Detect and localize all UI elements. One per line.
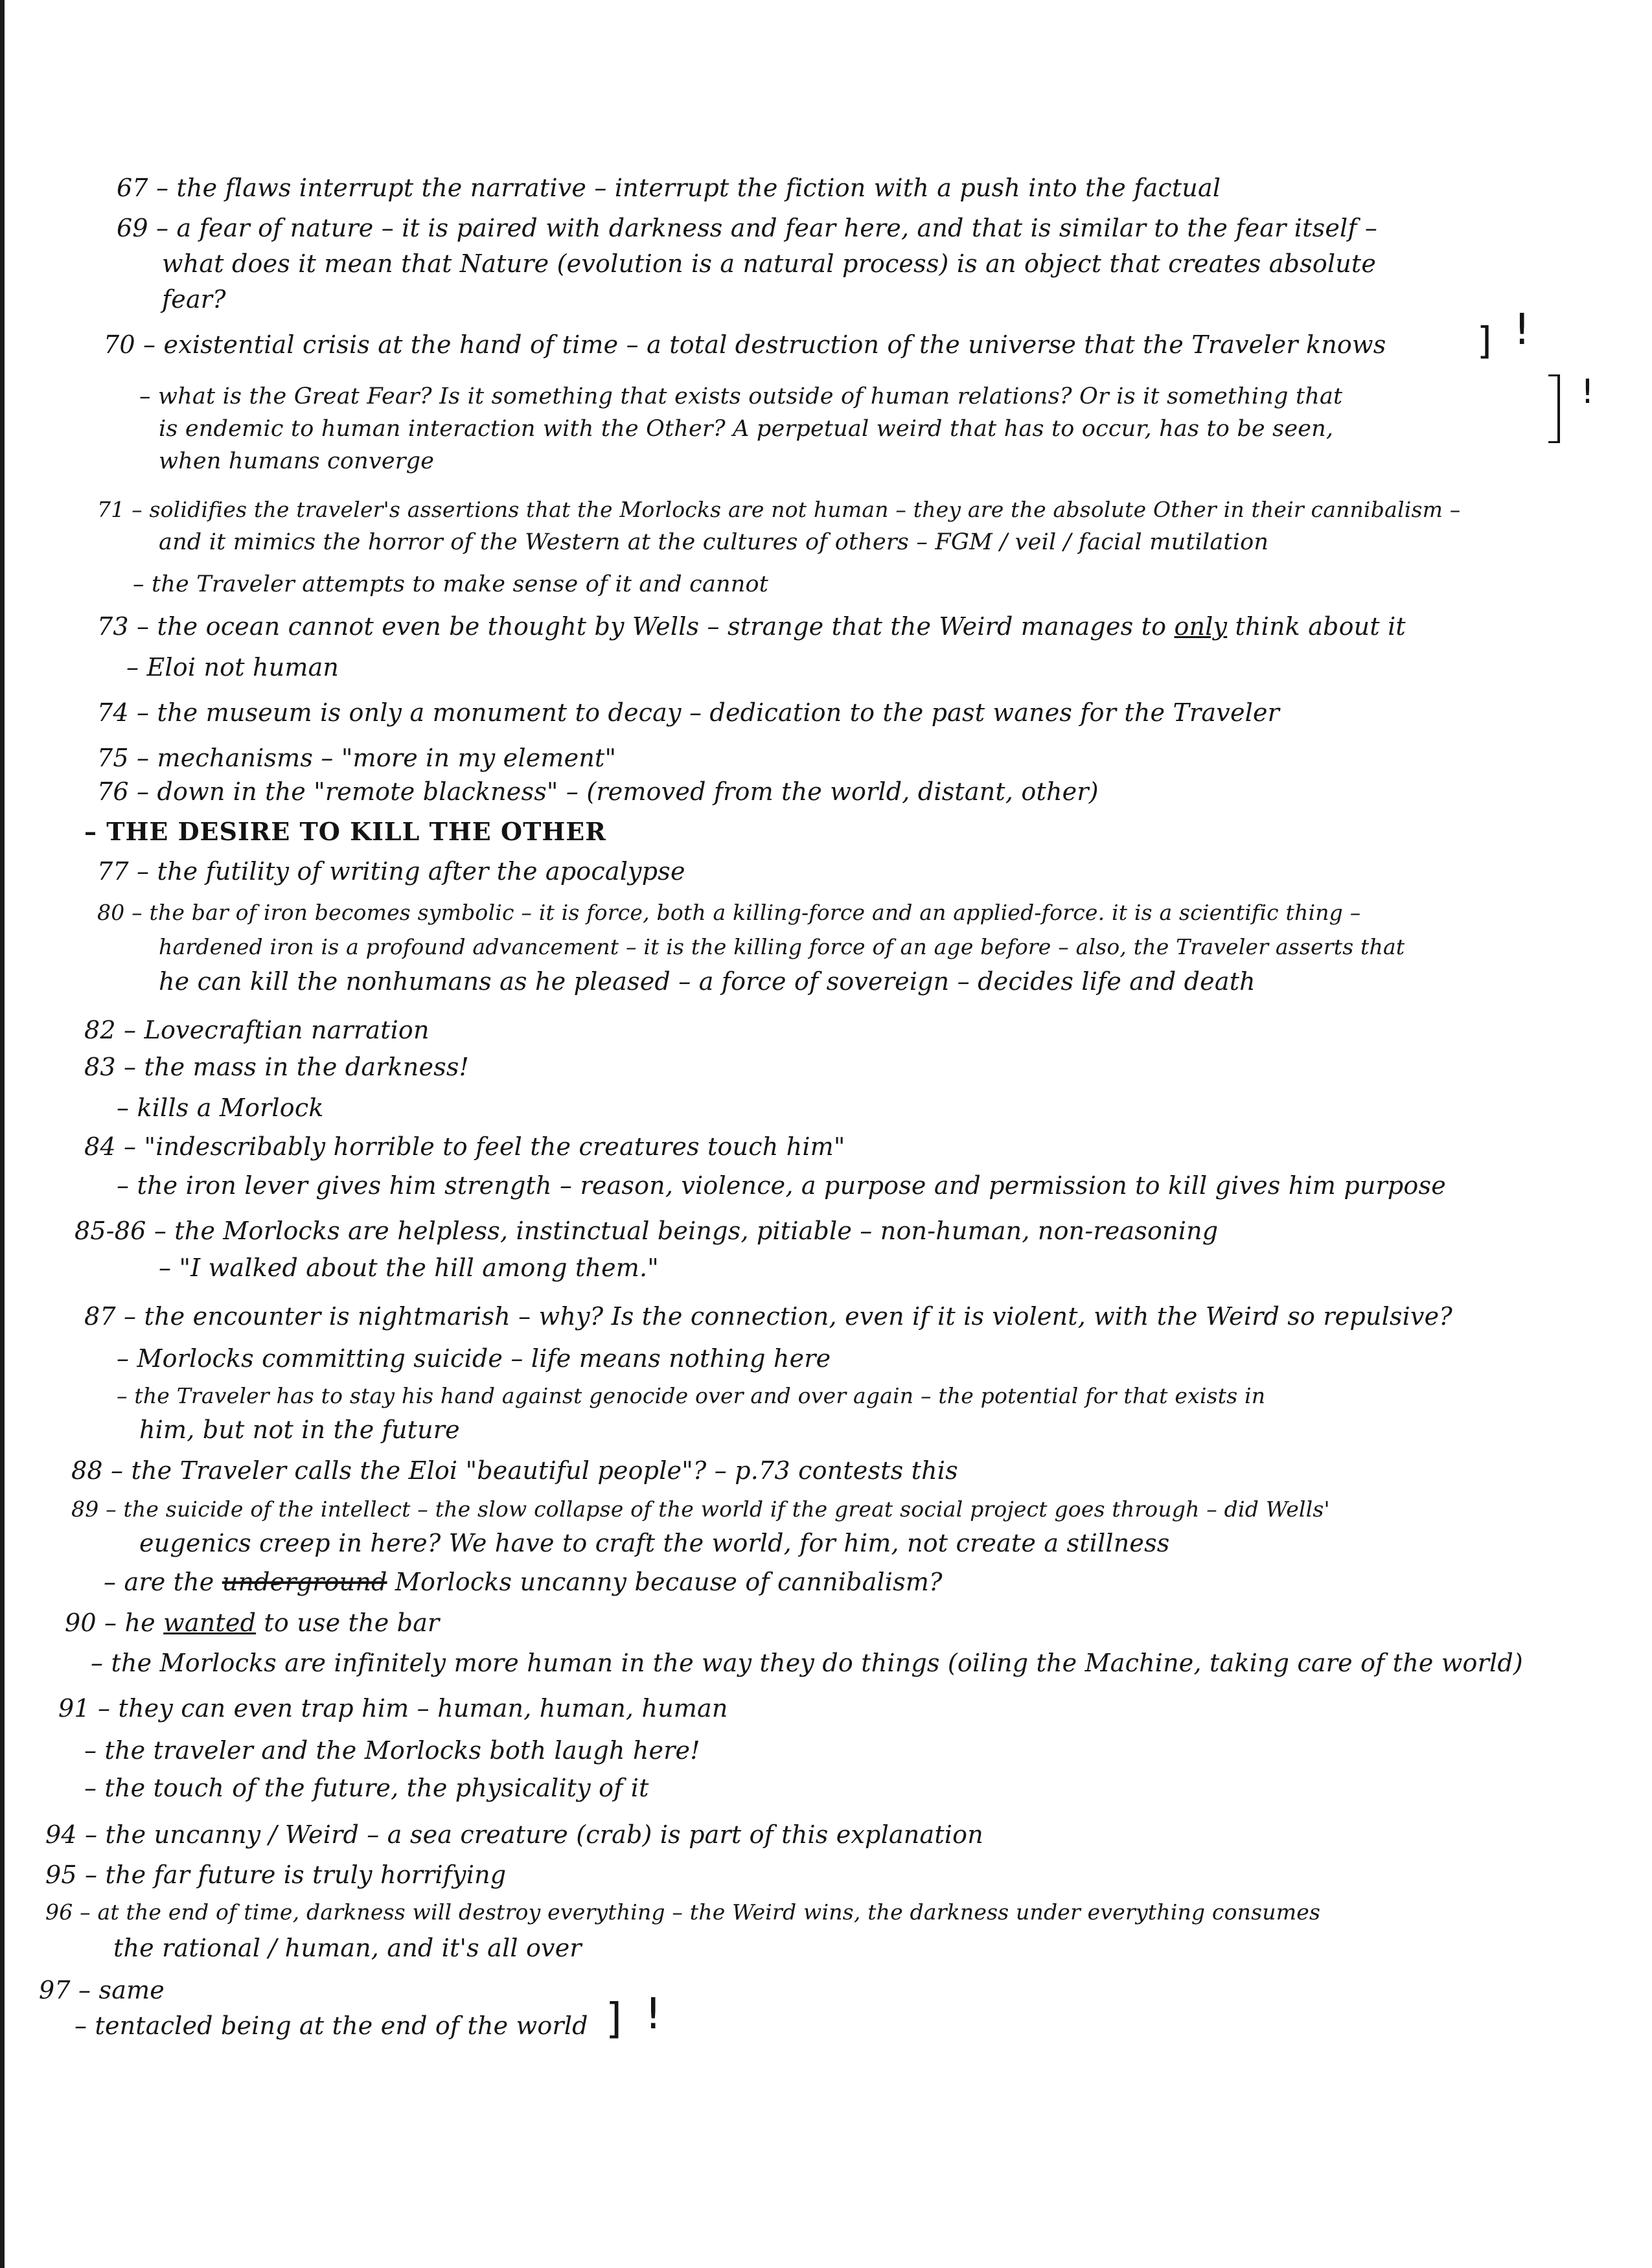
- note-line-87-sub2-cont: him, but not in the future: [139, 1415, 460, 1444]
- note-line-73-end: think about it: [1235, 612, 1406, 641]
- note-line-73: [97, 612, 1406, 641]
- note-line-88: 88 – the Traveler calls the Eloi "beautiful people"? – p.73 contests this: [71, 1456, 958, 1485]
- note-line-85-86-sub: – "I walked about the hill among them.": [159, 1254, 659, 1282]
- underlined-word-wanted: wanted: [163, 1609, 257, 1637]
- note-line-74: 74 – the museum is only a monument to decay – dedication to the past wanes for the Traveler: [97, 698, 1280, 727]
- note-line-89-cont: eugenics creep in here? We have to craft the world, for him, not create a stillness: [139, 1529, 1170, 1557]
- note-line-71-sub: – the Traveler attempts to make sense of it and cannot: [133, 571, 769, 597]
- note-line-97-sub: – tentacled being at the end of the world: [75, 2011, 588, 2040]
- note-line-69-cont: what does it mean that Nature (evolution is a natural process) is an object that creates absolute: [162, 249, 1377, 278]
- note-line-97: 97 – same: [39, 1976, 165, 2004]
- note-line-90: [65, 1609, 439, 1637]
- note-line-91: 91 – they can even trap him – human, human, human: [58, 1694, 728, 1723]
- note-line-91-sub1: – the traveler and the Morlocks both laugh here!: [84, 1736, 700, 1765]
- note-line-89-sub: [104, 1568, 943, 1596]
- note-line-76: 76 – down in the "remote blackness" – (removed from the world, distant, other): [97, 777, 1099, 806]
- note-line-94: 94 – the uncanny / Weird – a sea creature (crab) is part of this explanation: [45, 1820, 983, 1849]
- note-line-89-sub-end: Morlocks uncanny because of cannibalism?: [395, 1568, 943, 1596]
- note-line-85-86: 85-86 – the Morlocks are helpless, instinctual beings, pitiable – non-human, non-reasoning: [75, 1217, 1219, 1245]
- note-line-95: 95 – the far future is truly horrifying: [45, 1861, 507, 1889]
- note-line-desire-to-kill: – THE DESIRE TO KILL THE OTHER: [84, 817, 606, 846]
- note-line-77: 77 – the futility of writing after the apocalypse: [97, 857, 685, 886]
- close-bracket-mark: ]: [606, 1995, 622, 2043]
- note-line-73-start: 73 – the ocean cannot even be thought by Wells – strange that the Weird manages to: [97, 612, 1167, 641]
- note-line-87: 87 – the encounter is nightmarish – why? Is the connection, even if it is violent, with the Weird so repulsive?: [84, 1302, 1452, 1331]
- page-edge-shadow: [0, 0, 5, 2268]
- note-line-70-sub-cont2: when humans converge: [159, 448, 435, 474]
- note-line-71: 71 – solidifies the traveler's assertions that the Morlocks are not human – they are the absolute Other in their cannibalism –: [97, 497, 1461, 522]
- close-bracket-mark: ]: [1477, 319, 1492, 363]
- note-line-67: 67 – the flaws interrupt the narrative – interrupt the fiction with a push into the factual: [117, 174, 1221, 202]
- note-line-84-sub: – the iron lever gives him strength – reason, violence, a purpose and permission to kill gives him purpose: [117, 1171, 1446, 1200]
- struck-word-underground: underground: [222, 1568, 387, 1596]
- note-line-69-cont2: fear?: [162, 285, 226, 314]
- note-line-70: 70 – existential crisis at the hand of time – a total destruction of the universe that the Traveler knows: [104, 330, 1386, 359]
- note-line-83-sub: – kills a Morlock: [117, 1094, 324, 1122]
- margin-bracket: [1548, 374, 1560, 443]
- note-line-87-sub1: – Morlocks committing suicide – life means nothing here: [117, 1344, 831, 1373]
- note-line-83: 83 – the mass in the darkness!: [84, 1053, 470, 1081]
- note-line-89: 89 – the suicide of the intellect – the slow collapse of the world if the great social project goes through – did Wells': [71, 1496, 1330, 1522]
- note-line-91-sub2: – the touch of the future, the physicality of it: [84, 1774, 649, 1802]
- note-line-75: 75 – mechanisms – "more in my element": [97, 744, 617, 772]
- note-line-90-start: 90 – he: [65, 1609, 155, 1637]
- note-line-69: 69 – a fear of nature – it is paired with darkness and fear here, and that is similar to the fear itself –: [117, 214, 1378, 242]
- note-line-82: 82 – Lovecraftian narration: [84, 1016, 430, 1044]
- note-line-96-cont: the rational / human, and it's all over: [113, 1934, 582, 1962]
- note-line-96: 96 – at the end of time, darkness will destroy everything – the Weird wins, the darkness under everything consumes: [45, 1899, 1321, 1925]
- underlined-word-only: only: [1174, 612, 1228, 641]
- note-line-80: 80 – the bar of iron becomes symbolic – it is force, both a killing-force and an applied-force. it is a scientific thing –: [97, 900, 1361, 925]
- exclamation-mark: !: [1581, 372, 1594, 411]
- note-line-70-sub-cont: is endemic to human interaction with the Other? A perpetual weird that has to occur, has to be seen,: [159, 416, 1334, 442]
- note-line-73-sub: – Eloi not human: [126, 653, 339, 682]
- note-line-84: 84 – "indescribably horrible to feel the creatures touch him": [84, 1132, 845, 1161]
- note-line-87-sub2: – the Traveler has to stay his hand against genocide over and over again – the potential for that exists in: [117, 1383, 1266, 1408]
- exclamation-mark: !: [1513, 304, 1531, 354]
- note-line-80-cont2: he can kill the nonhumans as he pleased – a force of sovereign – decides life and death: [159, 967, 1256, 996]
- note-line-80-cont: hardened iron is a profound advancement – it is the killing force of an age before – also, the Traveler asserts that: [159, 934, 1405, 959]
- note-line-70-sub: – what is the Great Fear? Is it something that exists outside of human relations? Or is it something that: [139, 384, 1343, 409]
- note-line-90-sub: – the Morlocks are infinitely more human in the way they do things (oiling the Machine, taking care of the world): [91, 1649, 1523, 1677]
- note-line-89-sub-start: – are the: [104, 1568, 214, 1596]
- exclamation-mark: !: [645, 1989, 662, 2039]
- note-line-71-cont: and it mimics the horror of the Western at the cultures of others – FGM / veil / facial mutilation: [159, 529, 1269, 555]
- note-line-90-end: to use the bar: [264, 1609, 440, 1637]
